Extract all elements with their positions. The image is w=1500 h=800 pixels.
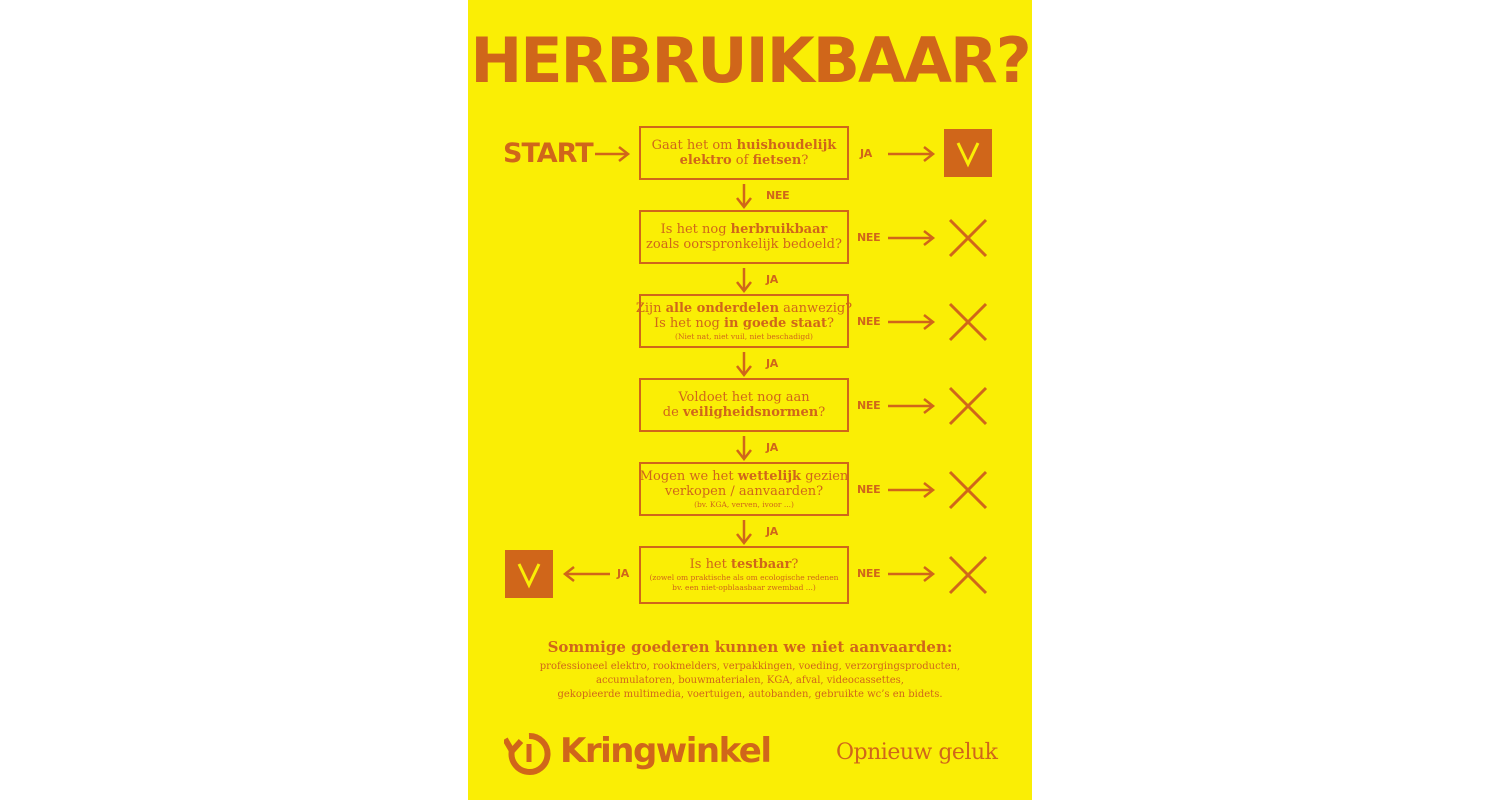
q3-no-arrow-icon — [886, 312, 936, 332]
not-accepted-heading: Sommige goederen kunnen we niet aanvaarden: — [547, 638, 953, 656]
poster — [468, 0, 1032, 800]
q4-no-label: NEE — [857, 399, 881, 412]
q6-no-arrow-icon — [886, 564, 936, 584]
q5-yes-arrow-icon — [734, 520, 754, 546]
q3-no-label: NEE — [857, 315, 881, 328]
question-3-box: Zijn alle onderdelen aanwezig? Is het nog in goede staat? (Niet nat, niet vuil, niet beschadigd) — [639, 294, 849, 348]
q2-yes-label: JA — [766, 273, 779, 286]
start-arrow-icon — [595, 144, 631, 164]
question-4-box: Voldoet het nog aan de veiligheidsnormen? — [639, 378, 849, 432]
brand-tagline: Opnieuw geluk — [836, 740, 998, 765]
q2-yes-arrow-icon — [734, 268, 754, 294]
q2-no-arrow-icon — [886, 228, 936, 248]
question-6-box: Is het testbaar? (zowel om praktische als om ecologische redenen bv. een niet-opblaasbaar zwembad ...) — [639, 546, 849, 604]
q6-yes-arrow-icon — [562, 564, 612, 584]
q2-no-label: NEE — [857, 231, 881, 244]
rejected-cross-icon — [946, 216, 990, 260]
poster-title: HERBRUIKBAAR? — [470, 24, 1030, 97]
rejected-cross-icon — [946, 553, 990, 597]
rejected-cross-icon — [946, 300, 990, 344]
q1-yes-label: JA — [860, 147, 873, 160]
brand-name: Kringwinkel — [560, 731, 771, 771]
q6-no-label: NEE — [857, 567, 881, 580]
start-label: START — [503, 138, 593, 169]
q1-no-arrow-icon — [734, 184, 754, 210]
q5-no-label: NEE — [857, 483, 881, 496]
kringwinkel-logo-icon — [504, 726, 554, 776]
q4-yes-label: JA — [766, 441, 779, 454]
question-5-box: Mogen we het wettelijk gezien verkopen / aanvaarden? (bv. KGA, verven, ivoor ...) — [639, 462, 849, 516]
accepted-check-icon — [505, 550, 553, 598]
q6-yes-label: JA — [617, 567, 630, 580]
q1-no-label: NEE — [766, 189, 790, 202]
q5-yes-label: JA — [766, 525, 779, 538]
not-accepted-list: professioneel elektro, rookmelders, verpakkingen, voeding, verzorgingsproducten, accumulatoren, bouwmaterialen, KGA, afval, videocassettes, gekopieerde multimedia, voertuigen, autobanden, gebruikte wc’s en bidets. — [539, 661, 961, 700]
q4-no-arrow-icon — [886, 396, 936, 416]
accepted-check-icon — [944, 129, 992, 177]
question-1-box: Gaat het om huishoudelijk elektro of fietsen? — [639, 126, 849, 180]
q5-no-arrow-icon — [886, 480, 936, 500]
rejected-cross-icon — [946, 384, 990, 428]
q4-yes-arrow-icon — [734, 436, 754, 462]
rejected-cross-icon — [946, 468, 990, 512]
q1-yes-arrow-icon — [886, 144, 936, 164]
q3-yes-arrow-icon — [734, 352, 754, 378]
q3-yes-label: JA — [766, 357, 779, 370]
question-2-box: Is het nog herbruikbaar zoals oorspronkelijk bedoeld? — [639, 210, 849, 264]
